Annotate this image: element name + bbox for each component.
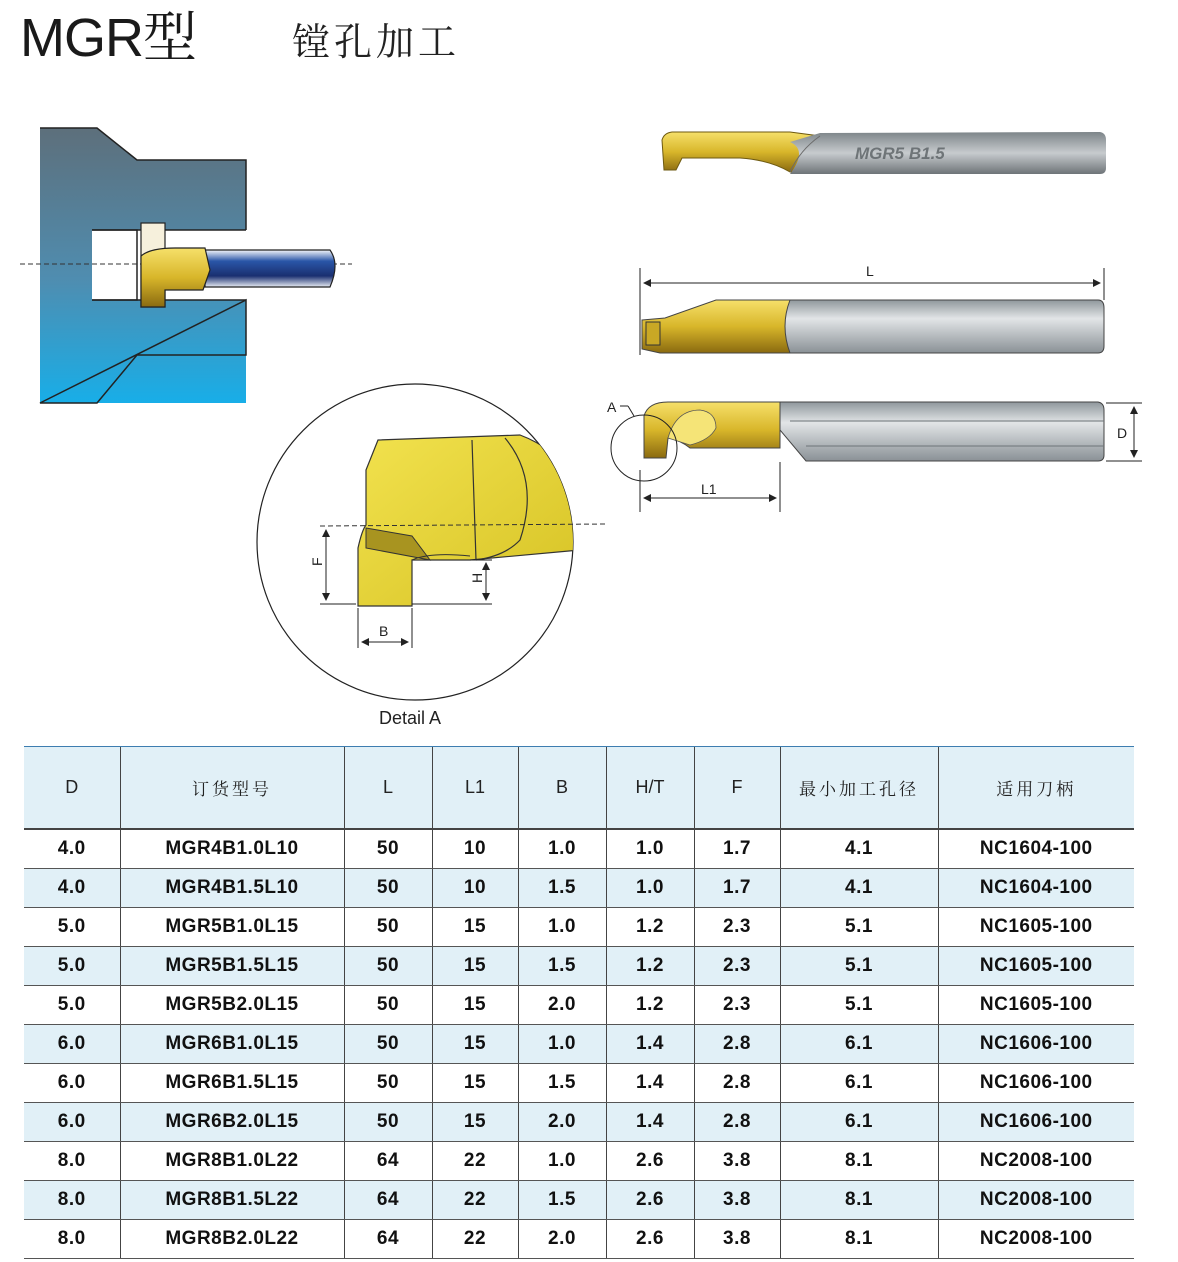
cell-l1: 15: [432, 1064, 518, 1103]
cell-l1: 15: [432, 986, 518, 1025]
spec-table: [24, 746, 1134, 1259]
tool-drawing-l1: [607, 399, 1142, 512]
cell-ht: 1.0: [606, 829, 694, 869]
cell-b: 1.0: [518, 1142, 606, 1181]
cell-holder: NC1606-100: [938, 1025, 1134, 1064]
cell-d: 4.0: [24, 869, 120, 908]
dim-D-label: D: [1117, 425, 1128, 441]
table-row: [24, 1103, 1134, 1142]
cell-holder: NC1605-100: [938, 986, 1134, 1025]
header-ht: H/T: [606, 747, 694, 830]
cell-f: 2.8: [694, 1103, 780, 1142]
detail-a-view: [257, 384, 606, 728]
cell-b: 1.5: [518, 947, 606, 986]
header-b: B: [518, 747, 606, 830]
cell-l: 50: [344, 1025, 432, 1064]
cell-min-bore: 6.1: [780, 1064, 938, 1103]
cell-l: 50: [344, 869, 432, 908]
cell-ht: 1.0: [606, 869, 694, 908]
cell-f: 3.8: [694, 1181, 780, 1220]
cell-l: 50: [344, 986, 432, 1025]
cell-min-bore: 4.1: [780, 869, 938, 908]
table-row: [24, 908, 1134, 947]
cell-b: 1.0: [518, 908, 606, 947]
cell-ht: 2.6: [606, 1142, 694, 1181]
cell-d: 5.0: [24, 908, 120, 947]
cell-ht: 1.4: [606, 1103, 694, 1142]
cell-ht: 1.2: [606, 947, 694, 986]
cell-f: 2.3: [694, 947, 780, 986]
cell-d: 5.0: [24, 986, 120, 1025]
cell-order-no: MGR8B1.5L22: [120, 1181, 344, 1220]
cell-min-bore: 8.1: [780, 1181, 938, 1220]
cell-ht: 1.2: [606, 986, 694, 1025]
cell-f: 2.3: [694, 986, 780, 1025]
cell-f: 3.8: [694, 1220, 780, 1259]
cell-b: 2.0: [518, 1103, 606, 1142]
cell-l1: 15: [432, 1025, 518, 1064]
cell-holder: NC1606-100: [938, 1064, 1134, 1103]
table-row: [24, 1025, 1134, 1064]
dim-A-label: A: [607, 399, 617, 415]
cell-order-no: MGR8B1.0L22: [120, 1142, 344, 1181]
cell-f: 2.3: [694, 908, 780, 947]
header-l: L: [344, 747, 432, 830]
cell-d: 4.0: [24, 829, 120, 869]
cell-ht: 1.4: [606, 1025, 694, 1064]
cell-holder: NC2008-100: [938, 1220, 1134, 1259]
cell-d: 8.0: [24, 1181, 120, 1220]
cell-l: 50: [344, 1064, 432, 1103]
cell-l1: 10: [432, 829, 518, 869]
cell-b: 1.5: [518, 1181, 606, 1220]
cell-l1: 22: [432, 1220, 518, 1259]
page-subtitle: 镗孔加工: [292, 20, 461, 64]
tool-photo: [662, 132, 1106, 174]
cell-d: 6.0: [24, 1064, 120, 1103]
cell-order-no: MGR8B2.0L22: [120, 1220, 344, 1259]
cell-l: 50: [344, 947, 432, 986]
cell-l1: 22: [432, 1181, 518, 1220]
cell-holder: NC1604-100: [938, 829, 1134, 869]
cell-holder: NC1604-100: [938, 869, 1134, 908]
table-row: [24, 1142, 1134, 1181]
dim-L-label: L: [866, 263, 874, 279]
table-row: [24, 1181, 1134, 1220]
cell-l: 64: [344, 1181, 432, 1220]
cell-holder: NC1606-100: [938, 1103, 1134, 1142]
cell-b: 2.0: [518, 1220, 606, 1259]
cell-min-bore: 6.1: [780, 1103, 938, 1142]
table-header-row: [24, 747, 1134, 830]
cell-holder: NC2008-100: [938, 1142, 1134, 1181]
cell-min-bore: 5.1: [780, 986, 938, 1025]
cell-l: 64: [344, 1142, 432, 1181]
cell-min-bore: 5.1: [780, 947, 938, 986]
detail-H-label: H: [469, 572, 485, 583]
header-l1: L1: [432, 747, 518, 830]
cell-order-no: MGR5B1.0L15: [120, 908, 344, 947]
cell-min-bore: 6.1: [780, 1025, 938, 1064]
cell-order-no: MGR6B1.0L15: [120, 1025, 344, 1064]
cell-order-no: MGR6B1.5L15: [120, 1064, 344, 1103]
cell-order-no: MGR6B2.0L15: [120, 1103, 344, 1142]
cell-l1: 10: [432, 869, 518, 908]
header-order-no: 订货型号: [120, 747, 344, 830]
cell-b: 2.0: [518, 986, 606, 1025]
header-min-bore: 最小加工孔径: [780, 747, 938, 830]
cell-order-no: MGR5B2.0L15: [120, 986, 344, 1025]
cell-d: 8.0: [24, 1220, 120, 1259]
table-row: [24, 986, 1134, 1025]
cell-ht: 2.6: [606, 1220, 694, 1259]
cell-ht: 1.4: [606, 1064, 694, 1103]
cell-holder: NC1605-100: [938, 947, 1134, 986]
cell-min-bore: 8.1: [780, 1142, 938, 1181]
table-row: [24, 1064, 1134, 1103]
table-row: [24, 829, 1134, 869]
detail-caption: Detail A: [379, 708, 442, 728]
cell-d: 6.0: [24, 1103, 120, 1142]
tool-drawing-length: [640, 263, 1104, 355]
cell-b: 1.5: [518, 869, 606, 908]
detail-B-label: B: [379, 623, 389, 639]
header-holder: 适用刀柄: [938, 747, 1134, 830]
cell-f: 1.7: [694, 869, 780, 908]
header-d: D: [24, 747, 120, 830]
cell-d: 8.0: [24, 1142, 120, 1181]
cell-l: 50: [344, 908, 432, 947]
cell-order-no: MGR4B1.0L10: [120, 829, 344, 869]
cell-l1: 22: [432, 1142, 518, 1181]
tool-engraving: MGR5 B1.5: [855, 144, 945, 163]
cell-l1: 15: [432, 908, 518, 947]
header-f: F: [694, 747, 780, 830]
cell-holder: NC1605-100: [938, 908, 1134, 947]
cell-b: 1.0: [518, 1025, 606, 1064]
cell-min-bore: 4.1: [780, 829, 938, 869]
cell-f: 2.8: [694, 1025, 780, 1064]
cell-b: 1.0: [518, 829, 606, 869]
dim-L1-label: L1: [701, 481, 717, 497]
cell-min-bore: 5.1: [780, 908, 938, 947]
cell-min-bore: 8.1: [780, 1220, 938, 1259]
cell-l: 64: [344, 1220, 432, 1259]
page-title: MGR型: [20, 8, 196, 68]
cell-ht: 1.2: [606, 908, 694, 947]
table-row: [24, 947, 1134, 986]
cell-order-no: MGR4B1.5L10: [120, 869, 344, 908]
cell-d: 5.0: [24, 947, 120, 986]
table-row: [24, 1220, 1134, 1259]
cell-l: 50: [344, 829, 432, 869]
cell-f: 2.8: [694, 1064, 780, 1103]
cell-ht: 2.6: [606, 1181, 694, 1220]
cell-holder: NC2008-100: [938, 1181, 1134, 1220]
cell-order-no: MGR5B1.5L15: [120, 947, 344, 986]
table-row: [24, 869, 1134, 908]
cell-l1: 15: [432, 947, 518, 986]
detail-F-label: F: [309, 557, 325, 566]
cell-f: 1.7: [694, 829, 780, 869]
cell-l1: 15: [432, 1103, 518, 1142]
cell-d: 6.0: [24, 1025, 120, 1064]
table-body: [24, 829, 1134, 1259]
cell-b: 1.5: [518, 1064, 606, 1103]
cell-l: 50: [344, 1103, 432, 1142]
cell-f: 3.8: [694, 1142, 780, 1181]
